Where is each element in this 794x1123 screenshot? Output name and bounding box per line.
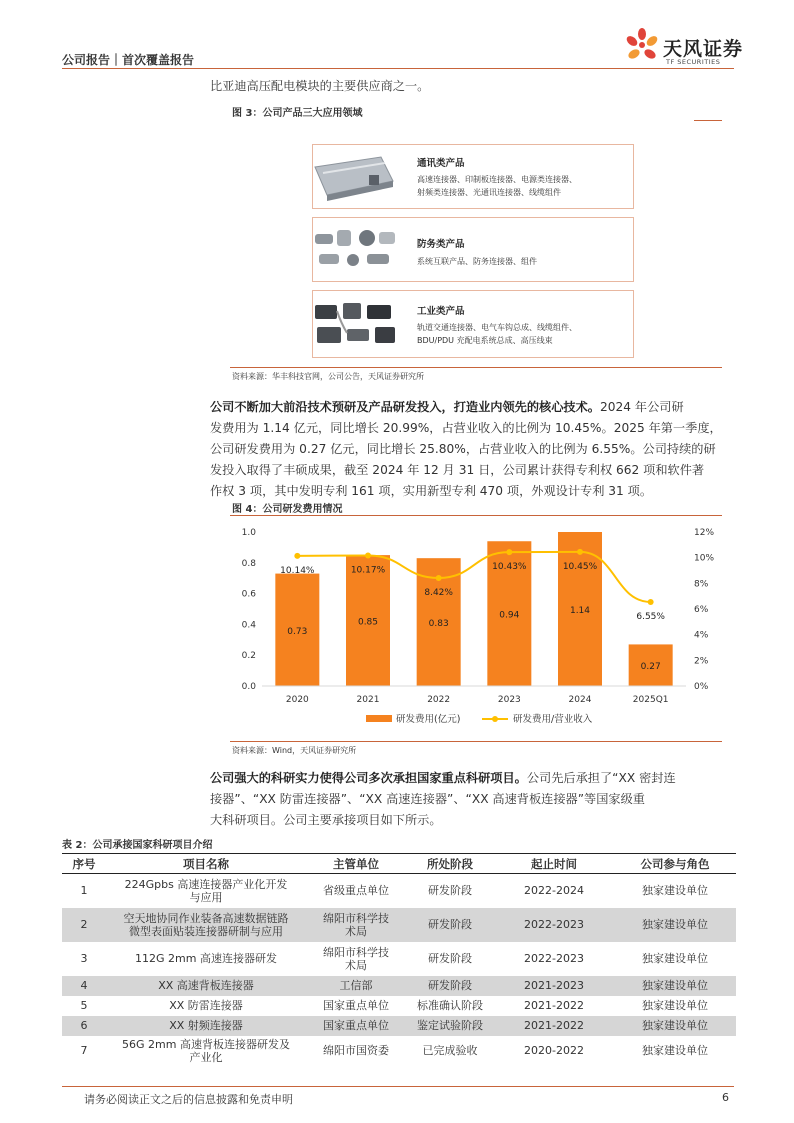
column-header: 主管单位 xyxy=(306,854,406,874)
cell-project-name xyxy=(106,908,306,942)
cell-stage: 研发阶段 xyxy=(428,952,472,965)
cell-period: 2022-2023 xyxy=(524,952,584,965)
cell-line: 绵阳市科学技 xyxy=(323,945,389,959)
table-row xyxy=(62,874,736,908)
cell-index: 3 xyxy=(80,952,88,965)
table-row xyxy=(62,996,736,1016)
ratio-point xyxy=(365,552,371,558)
ratio-value-label: 10.43% xyxy=(492,562,527,573)
cell-role: 独家建设单位 xyxy=(614,908,736,942)
cell-index: 2 xyxy=(62,908,106,942)
cell-line: 微型表面贴装连接器研制与应用 xyxy=(129,924,283,938)
logo-text-cn: 天风证券 xyxy=(663,38,744,60)
cell-index: 4 xyxy=(62,976,106,996)
cell-stage: 研发阶段 xyxy=(428,884,472,898)
rd-investment-paragraph xyxy=(210,397,735,502)
y2-tick-label: 6% xyxy=(694,605,709,615)
cell-role: 独家建设单位 xyxy=(614,976,736,996)
column-header: 项目名称 xyxy=(106,854,306,874)
figure-3-title-rule xyxy=(694,120,722,121)
x-tick-label: 2025Q1 xyxy=(632,695,669,705)
paragraph-line: 2024 年公司研 xyxy=(600,400,684,414)
ratio-value-label: 10.14% xyxy=(280,565,315,576)
ratio-value-label: 6.55% xyxy=(636,611,665,622)
cell-unit xyxy=(306,942,406,976)
ratio-point xyxy=(506,549,512,555)
legend-line-label: 研发费用/营业收入 xyxy=(513,714,593,725)
ratio-value-label: 10.17% xyxy=(350,565,386,576)
communication-product-image xyxy=(309,153,399,203)
cell-line: XX 防雷连接器 xyxy=(169,999,243,1012)
industrial-product-image xyxy=(307,299,407,351)
cell-line: XX 射频连接器 xyxy=(169,1019,243,1032)
product-desc-line: 射频类连接器、光通讯连接器、线缆组件 xyxy=(417,188,561,197)
report-type-label: 公司报告｜首次覆盖报告 xyxy=(62,53,195,67)
cell-line: XX 高速背板连接器 xyxy=(158,979,254,992)
product-desc-line: 系统互联产品、防务连接器、组件 xyxy=(417,257,537,266)
product-desc-line: 轨道交通连接器、电气车钩总成、线缆组件、 xyxy=(417,323,577,332)
table-row xyxy=(62,942,736,976)
product-title: 防务类产品 xyxy=(417,239,465,250)
cell-line: 绵阳市科学技 xyxy=(323,911,389,925)
page-number: 6 xyxy=(722,1091,729,1104)
cell-line: 术局 xyxy=(345,924,367,938)
cell-unit xyxy=(306,1016,406,1036)
table-row xyxy=(62,1016,736,1036)
cell-index: 5 xyxy=(80,999,88,1012)
cell-line: 56G 2mm 高速背板连接器研发及 xyxy=(122,1037,290,1051)
defense-product-image xyxy=(307,226,407,274)
cell-index: 1 xyxy=(80,884,88,898)
intro-sentence: 比亚迪高压配电模块的主要供应商之一。 xyxy=(210,79,430,93)
x-tick-label: 2024 xyxy=(568,695,592,705)
paragraph-lead: 公司不断加大前沿技术预研及产品研发投入，打造业内领先的核心技术。 xyxy=(210,400,600,414)
cell-line: 绵阳市国资委 xyxy=(323,1044,389,1057)
cell-stage: 标准确认阶段 xyxy=(417,999,483,1012)
ratio-value-label: 10.45% xyxy=(562,561,598,572)
table-2-title: 表 2：公司承接国家科研项目介绍 xyxy=(62,840,213,851)
x-tick-label: 2021 xyxy=(356,695,380,705)
figure-3-source: 资料来源：华丰科技官网，公司公告，天风证券研究所 xyxy=(232,372,424,381)
y2-tick-label: 10% xyxy=(694,553,715,564)
figure-4-bottom-rule xyxy=(230,741,722,742)
cell-role: 独家建设单位 xyxy=(642,999,708,1012)
bar-value-label: 0.27 xyxy=(640,662,661,673)
paragraph-line: 公司研发费用为 0.27 亿元，同比增长 25.80%，占营业收入的比例为 6.55%。公司持续的研 xyxy=(210,442,716,456)
cell-period: 2022-2023 xyxy=(494,908,614,942)
product-desc-line: BDU/PDU 充配电系统总成、高压线束 xyxy=(417,336,553,345)
y-tick-label: 0.2 xyxy=(241,651,256,662)
cell-unit xyxy=(306,908,406,942)
table-row xyxy=(62,1036,736,1066)
legend-line-marker xyxy=(492,716,498,722)
y-tick-label: 0.0 xyxy=(241,682,256,692)
cell-stage: 研发阶段 xyxy=(406,908,494,942)
x-tick-label: 2020 xyxy=(285,695,309,705)
cell-project-name xyxy=(106,996,306,1016)
figure-3-title: 图 3：公司产品三大应用领域 xyxy=(232,108,363,119)
x-tick-label: 2022 xyxy=(427,695,451,705)
ratio-point xyxy=(436,575,442,581)
rd-expense-chart xyxy=(228,520,724,740)
bar-value-label: 0.94 xyxy=(499,610,520,621)
cell-line: 224Gpbs 高速连接器产业化开发 xyxy=(124,877,288,891)
product-title: 通讯类产品 xyxy=(417,158,465,169)
y2-tick-label: 0% xyxy=(694,682,709,692)
y2-tick-label: 8% xyxy=(694,579,709,590)
research-projects-paragraph xyxy=(210,768,735,831)
x-tick-label: 2023 xyxy=(497,695,521,705)
y2-tick-label: 2% xyxy=(694,656,709,667)
cell-index: 6 xyxy=(62,1016,106,1036)
cell-unit xyxy=(306,996,406,1016)
ratio-value-label: 8.42% xyxy=(424,587,453,598)
cell-line: 工信部 xyxy=(339,979,373,992)
cell-line: 术局 xyxy=(345,958,367,972)
cell-period: 2021-2022 xyxy=(494,1016,614,1036)
ratio-point xyxy=(294,553,300,559)
figure-4-title-rule xyxy=(230,515,722,516)
cell-unit xyxy=(306,976,406,996)
paragraph-line: 发投入取得了丰硕成果，截至 2024 年 12 月 31 日，公司累计获得专利权 662 项和软件著 xyxy=(210,463,705,477)
footer-disclaimer: 请务必阅读正文之后的信息披露和免责申明 xyxy=(84,1093,293,1106)
figure-4-title: 图 4：公司研发费用情况 xyxy=(232,504,343,515)
column-header: 起止时间 xyxy=(494,854,614,874)
cell-project-name xyxy=(106,1036,306,1066)
paragraph-line: 公司先后承担了“XX 密封连 xyxy=(526,771,676,785)
column-header: 序号 xyxy=(62,854,106,874)
product-title: 工业类产品 xyxy=(417,306,465,317)
figure-3-bottom-rule xyxy=(230,367,722,368)
legend-bar-label: 研发费用(亿元) xyxy=(396,714,461,725)
ratio-point xyxy=(577,549,583,555)
bar-value-label: 1.14 xyxy=(569,606,591,616)
table-row xyxy=(62,976,736,996)
product-desc-line: 高速连接器、印制板连接器、电源类连接器、 xyxy=(417,175,577,184)
cell-line: 国家重点单位 xyxy=(323,999,389,1012)
y-tick-label: 1.0 xyxy=(241,528,256,538)
figure-4-source: 资料来源：Wind，天风证券研究所 xyxy=(232,746,357,755)
cell-stage: 已完成验收 xyxy=(422,1044,478,1057)
cell-line: 空天地协同作业装备高速数据链路 xyxy=(123,911,289,925)
cell-line: 省级重点单位 xyxy=(323,884,389,898)
cell-project-name xyxy=(106,976,306,996)
y2-tick-label: 12% xyxy=(694,528,715,538)
cell-project-name xyxy=(106,874,306,908)
cell-line: 国家重点单位 xyxy=(323,1019,389,1032)
cell-role: 独家建设单位 xyxy=(642,952,708,965)
cell-stage: 鉴定试验阶段 xyxy=(406,1016,494,1036)
table-header-row xyxy=(62,854,736,874)
footer-divider xyxy=(62,1086,734,1087)
column-header: 公司参与角色 xyxy=(614,854,736,874)
cell-period: 2020-2022 xyxy=(524,1044,584,1057)
cell-project-name xyxy=(106,942,306,976)
column-header: 所处阶段 xyxy=(406,854,494,874)
cell-period: 2022-2024 xyxy=(524,884,584,898)
cell-line: 112G 2mm 高速连接器研发 xyxy=(135,952,277,965)
y2-tick-label: 4% xyxy=(694,630,709,641)
cell-index: 7 xyxy=(80,1044,88,1057)
product-card-defense xyxy=(312,217,634,282)
y-tick-label: 0.6 xyxy=(241,589,256,600)
cell-unit xyxy=(306,1036,406,1066)
paragraph-line: 发费用为 1.14 亿元，同比增长 20.99%，占营业收入的比例为 10.45%。2025 年第一季度， xyxy=(210,421,722,435)
product-card-industrial xyxy=(312,290,634,358)
cell-project-name xyxy=(106,1016,306,1036)
cell-line: 产业化 xyxy=(189,1050,223,1064)
paragraph-line: 作权 3 项，其中发明专利 161 项，实用新型专利 470 项，外观设计专利 31 项。 xyxy=(210,484,653,498)
cell-role: 独家建设单位 xyxy=(642,884,708,898)
cell-stage: 研发阶段 xyxy=(406,976,494,996)
cell-period: 2021-2023 xyxy=(494,976,614,996)
y-tick-label: 0.8 xyxy=(241,558,256,569)
cell-unit xyxy=(306,874,406,908)
research-projects-table xyxy=(62,853,736,1066)
product-card-communication xyxy=(312,144,634,209)
bar-value-label: 0.85 xyxy=(357,617,379,628)
tf-securities-logo-icon xyxy=(622,26,662,70)
paragraph-line: 接器”、“XX 防雷连接器”、“XX 高速连接器”、“XX 高速背板连接器”等国家级重 xyxy=(210,792,645,806)
table-row xyxy=(62,908,736,942)
cell-role: 独家建设单位 xyxy=(614,1016,736,1036)
bar-value-label: 0.73 xyxy=(287,626,308,637)
ratio-point xyxy=(648,599,654,605)
legend-bar-swatch xyxy=(366,715,392,722)
cell-period: 2021-2022 xyxy=(524,999,584,1012)
paragraph-lead: 公司强大的科研实力使得公司多次承担国家重点科研项目。 xyxy=(210,771,527,785)
logo-text-en: TF SECURITIES xyxy=(666,58,721,66)
bar-value-label: 0.83 xyxy=(428,619,449,630)
paragraph-line: 大科研项目。公司主要承接项目如下所示。 xyxy=(210,813,442,827)
y-tick-label: 0.4 xyxy=(241,620,256,631)
cell-role: 独家建设单位 xyxy=(642,1044,708,1057)
cell-line: 与应用 xyxy=(189,890,223,904)
